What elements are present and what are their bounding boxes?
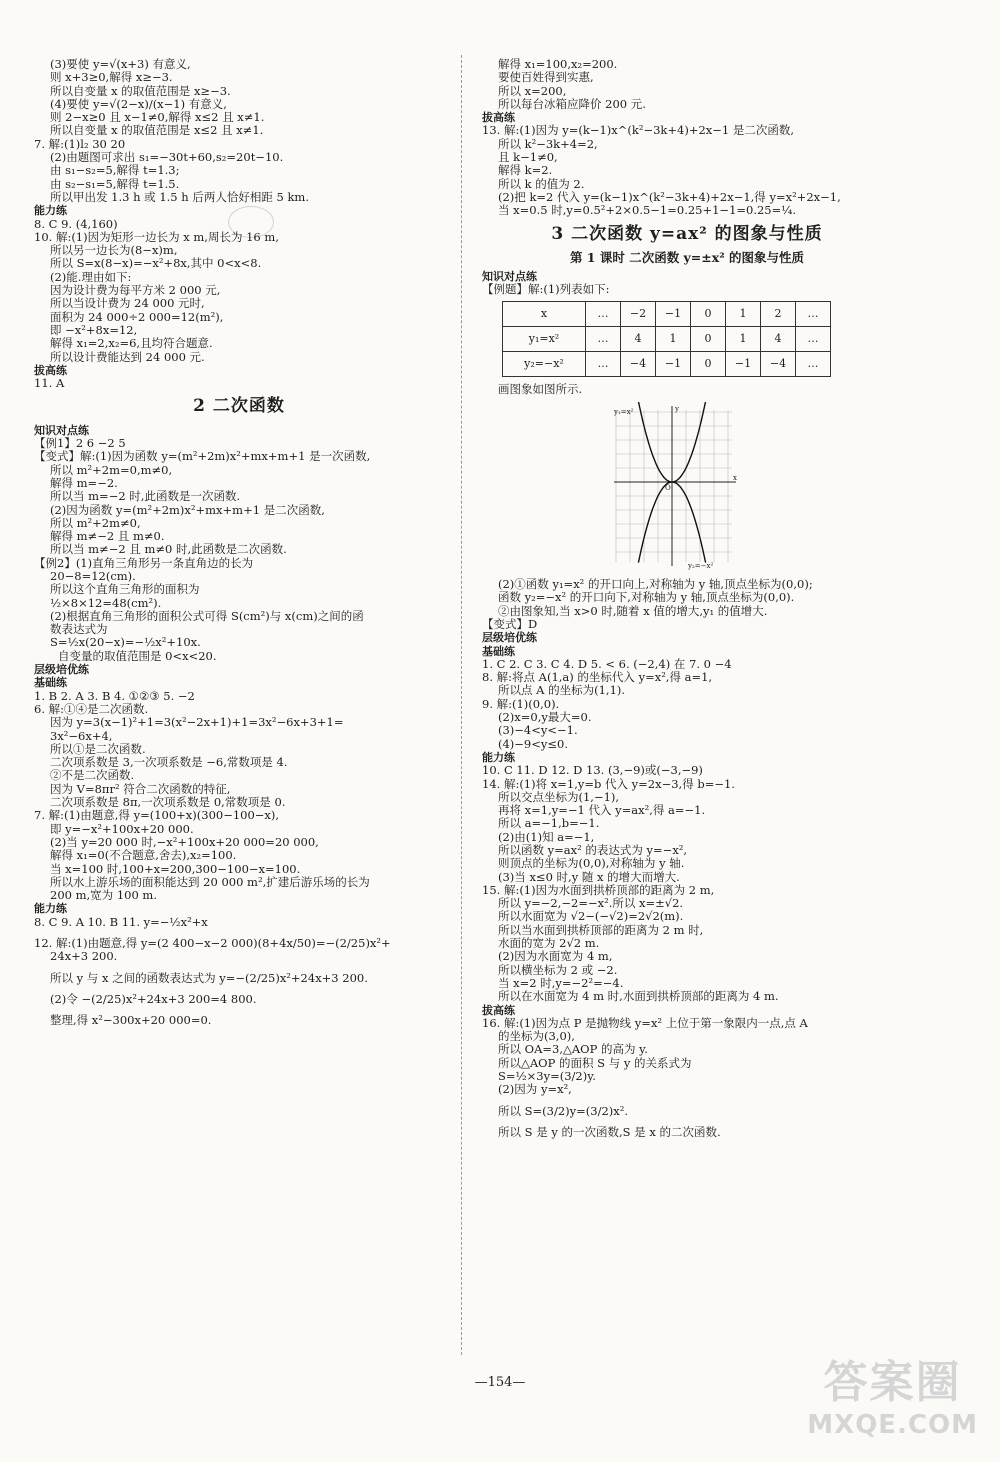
left-column — [34, 58, 444, 1027]
text-line: 16. 解:(1)因为点 P 是抛物线 y=x² 上位于第一象限内一点,点 A — [482, 1015, 808, 1030]
text-line: 所以 OA=3,△AOP 的高为 y. — [498, 1042, 648, 1057]
axis-label-y: y — [675, 405, 679, 414]
text-line: 当 x=2 时,y=−2²=−4. — [498, 975, 624, 990]
table-cell: 1 — [726, 326, 761, 351]
text-line: 所以水面宽为 √2−(−√2)=2√2(m). — [498, 909, 684, 924]
text-line: 所以当 m=−2 时,此函数是一次函数. — [50, 489, 241, 504]
table-cell: … — [796, 351, 831, 376]
text-line: 的坐标为(3,0), — [498, 1029, 575, 1044]
table-cell: −1 — [656, 301, 691, 326]
text-line: 7. 解:(1)l₂ 30 20 — [34, 136, 126, 151]
table-cell: 2 — [761, 301, 796, 326]
text-line: 所以点 A 的坐标为(1,1). — [498, 683, 626, 698]
column-divider — [461, 55, 462, 1355]
text-line: 整理,得 x²−300x+20 000=0. — [50, 1013, 212, 1028]
parabola-figure — [612, 402, 742, 572]
section-label: 拔高练 — [482, 111, 515, 125]
section-label: 基础练 — [482, 644, 515, 658]
right-column — [482, 58, 892, 1139]
text-line: 所以交点坐标为(1,−1), — [498, 789, 620, 804]
section-label: 层级培优练 — [482, 631, 537, 645]
table-cell: −1 — [726, 351, 761, 376]
table-cell: … — [796, 301, 831, 326]
text-line: 函数 y₂=−x² 的开口向下,对称轴为 y 轴,顶点坐标为(0,0). — [498, 590, 795, 605]
label-y2: y₂=−x² — [688, 562, 714, 571]
text-line: 要使百姓得到实惠, — [498, 70, 594, 85]
table-cell: y₁=x² — [503, 326, 586, 351]
section-label: 知识对点练 — [482, 270, 537, 284]
text-line: 8. C 9. (4,160) — [34, 216, 118, 231]
text-line: 所以 y=−2,−2=−x².所以 x=±√2. — [498, 896, 684, 911]
section-label: 能力练 — [34, 204, 67, 218]
section-label: 基础练 — [34, 676, 67, 690]
text-line: 所以每台冰箱应降价 200 元. — [498, 96, 646, 111]
text-line: 15. 解:(1)因为水面到拱桥顶部的距离为 2 m, — [482, 882, 715, 897]
section-title: 2 二次函数 — [193, 396, 285, 417]
text-line: ½×8×12=48(cm²). — [50, 595, 162, 610]
section-label: 拔高练 — [482, 1003, 515, 1017]
text-line: 因为 y=3(x−1)²+1=3(x²−2x+1)+1=3x²−6x+3+1= — [50, 715, 344, 730]
text-line: 8. 解:将点 A(1,a) 的坐标代入 y=x²,得 a=1, — [482, 670, 713, 685]
text-line: 即 y=−x²+100x+20 000. — [50, 821, 194, 836]
table-cell: 1 — [726, 301, 761, 326]
text-line: (2)因为函数 y=(m²+2m)x²+mx+m+1 是二次函数, — [50, 502, 325, 517]
table-row — [503, 301, 831, 326]
text-line: ②不是二次函数. — [50, 768, 135, 783]
text-line: (3)要使 y=√(x+3) 有意义, — [50, 57, 191, 71]
text-line: 1. B 2. A 3. B 4. ①②③ 5. −2 — [34, 688, 195, 703]
table-cell: … — [586, 326, 621, 351]
graph-caption: 画图象如图所示. — [498, 381, 583, 396]
text-line: 即 −x²+8x=12, — [50, 322, 138, 337]
text-line: 20−8=12(cm). — [50, 568, 136, 583]
text-line: 自变量的取值范围是 0<x<20. — [58, 648, 217, 663]
text-line: S=½×3y=(3/2)y. — [498, 1069, 596, 1084]
text-line: 【例题】解:(1)列表如下: — [482, 282, 610, 297]
section-label: 层级培优练 — [34, 663, 89, 677]
text-line: 200 m,宽为 100 m. — [50, 888, 157, 903]
table-cell: −4 — [761, 351, 796, 376]
text-line: 所以在水面宽为 4 m 时,水面到拱桥顶部的距离为 4 m. — [498, 989, 779, 1004]
text-line: (2)能.理由如下: — [50, 269, 132, 284]
text-line: 解得 x₁=2,x₂=6,且均符合题意. — [50, 336, 213, 351]
text-line: 所以 y 与 x 之间的函数表达式为 y=−(2/25)x²+24x+3 200. — [50, 970, 368, 985]
text-line: 解得 m=−2. — [50, 475, 118, 490]
text-line: 【变式】解:(1)因为函数 y=(m²+2m)x²+mx+m+1 是一次函数, — [34, 449, 371, 464]
text-line: 所以水上游乐场的面积能达到 20 000 m²,扩建后游乐场的长为 — [50, 874, 370, 889]
text-line: 解得 x₁=100,x₂=200. — [498, 57, 618, 71]
text-line: 所以当 m≠−2 且 m≠0 时,此函数是二次函数. — [50, 542, 287, 557]
text-line: 所以自变量 x 的取值范围是 x≤2 且 x≠1. — [50, 123, 264, 138]
text-line: 且 k−1≠0, — [498, 150, 558, 165]
table-cell: … — [796, 326, 831, 351]
text-line: 水面的宽为 2√2 m. — [498, 936, 600, 951]
text-line: (2)x=0,y最大=0. — [498, 710, 592, 725]
text-line: 所以 m²+2m≠0, — [50, 515, 141, 530]
text-line: 解得 m≠−2 且 m≠0. — [50, 529, 165, 544]
text-line: 所以设计费能达到 24 000 元. — [50, 349, 205, 364]
text-line: 11. A — [34, 376, 65, 391]
text-line: 所以 x=200, — [498, 83, 567, 98]
origin-label: O — [665, 484, 671, 493]
text-line: 【例2】(1)直角三角形另一条直角边的长为 — [34, 555, 254, 570]
text-line: 解得 x₁=0(不合题意,舍去),x₂=100. — [50, 848, 237, 863]
table-cell: −1 — [656, 351, 691, 376]
text-line: 13. 解:(1)因为 y=(k−1)x^(k²−3k+4)+2x−1 是二次函数, — [482, 123, 795, 138]
text-line: (4)要使 y=√(2−x)/(x−1) 有意义, — [50, 96, 227, 111]
table-cell: 4 — [621, 326, 656, 351]
text-line: 所以甲出发 1.3 h 或 1.5 h 后两人恰好相距 5 km. — [50, 189, 309, 204]
text-line: 【变式】D — [482, 616, 538, 631]
table-cell: 1 — [656, 326, 691, 351]
table-cell: x — [503, 301, 586, 326]
table-cell: −2 — [621, 301, 656, 326]
text-line: 所以当设计费为 24 000 元时, — [50, 296, 205, 311]
text-line: 则 2−x≥0 且 x−1≠0,解得 x≤2 且 x≠1. — [50, 110, 265, 125]
text-line: 所以 a=−1,b=−1. — [498, 816, 600, 831]
text-line: 当 x=100 时,100+x=200,300−100−x=100. — [50, 861, 301, 876]
text-line: S=½x(20−x)=−½x²+10x. — [50, 635, 201, 650]
text-line: 10. C 11. D 12. D 13. (3,−9)或(−3,−9) — [482, 763, 703, 778]
text-line: 数表达式为 — [50, 622, 108, 637]
text-line: 所以横坐标为 2 或 −2. — [498, 962, 618, 977]
text-line: 所以这个直角三角形的面积为 — [50, 582, 200, 597]
section-label: 能力练 — [34, 902, 67, 916]
text-line: 所以 S 是 y 的一次函数,S 是 x 的二次函数. — [498, 1124, 721, 1139]
text-line: (2)由题图可求出 s₁=−30t+60,s₂=20t−10. — [50, 150, 284, 165]
table-cell: … — [586, 301, 621, 326]
text-line: 解得 k=2. — [498, 163, 553, 178]
text-line: 8. C 9. A 10. B 11. y=−½x²+x — [34, 914, 208, 929]
section-label: 知识对点练 — [34, 423, 89, 437]
text-line: 3x²−6x+4, — [50, 728, 113, 743]
table-cell: 0 — [691, 351, 726, 376]
parabola-graph — [612, 402, 742, 572]
text-line: 所以 S=x(8−x)=−x²+8x,其中 0<x<8. — [50, 256, 262, 271]
table-cell: … — [586, 351, 621, 376]
text-line: 所以函数 y=ax² 的表达式为 y=−x², — [498, 842, 688, 857]
text-line: (2)因为水面宽为 4 m, — [498, 949, 613, 964]
right-text-bottom — [482, 578, 892, 1139]
text-line: 所以 m²+2m=0,m≠0, — [50, 462, 173, 477]
text-line: (2)把 k=2 代入 y=(k−1)x^(k²−3k+4)+2x−1,得 y=x²+2x−1, — [498, 189, 841, 204]
watermark-url: MXQE.COM — [807, 1410, 978, 1440]
text-line: 所以 k 的值为 2. — [498, 176, 585, 191]
text-line: 6. 解:①④是二次函数. — [34, 701, 149, 716]
text-line: (2)当 y=20 000 时,−x²+100x+20 000=20 000, — [50, 834, 319, 849]
text-line: 二次项系数是 8π,一次项系数是 0,常数项是 0. — [50, 795, 286, 810]
text-line: 由 s₁−s₂=5,解得 t=1.3; — [50, 163, 180, 178]
table-cell: y₂=−x² — [503, 351, 586, 376]
text-line: (2)①函数 y₁=x² 的开口向上,对称轴为 y 轴,顶点坐标为(0,0); — [498, 577, 813, 592]
text-line: 所以自变量 x 的取值范围是 x≥−3. — [50, 83, 231, 98]
text-line: 所以①是二次函数. — [50, 741, 146, 756]
text-line: (4)−9<y≤0. — [498, 736, 568, 751]
table-row — [503, 351, 831, 376]
right-text-top — [482, 58, 892, 297]
subsection-title: 第 1 课时 二次函数 y=±x² 的图象与性质 — [569, 249, 805, 265]
text-line: 24x+3 200. — [50, 949, 118, 964]
text-line: 12. 解:(1)由题意,得 y=(2 400−x−2 000)(8+4x/50)=−(2/25)x²+ — [34, 936, 391, 950]
value-table — [502, 301, 831, 377]
table-cell: 0 — [691, 301, 726, 326]
text-line: (3)当 x≤0 时,y 随 x 的增大而增大. — [498, 869, 680, 884]
text-line: 因为 V=8πr² 符合二次函数的特征, — [50, 781, 231, 796]
text-line: 当 x=0.5 时,y=0.5²+2×0.5−1=0.25+1−1=0.25=¼. — [498, 203, 797, 218]
table-cell: 0 — [691, 326, 726, 351]
text-line: (2)因为 y=x², — [498, 1082, 572, 1097]
text-line: 则顶点的坐标为(0,0),对称轴为 y 轴. — [498, 856, 685, 871]
section-title: 3 二次函数 y=ax² 的图象与性质 — [551, 223, 823, 244]
text-line: 14. 解:(1)将 x=1,y=b 代入 y=2x−3,得 b=−1. — [482, 776, 735, 791]
text-line: 所以 k²−3k+4=2, — [498, 136, 598, 151]
section-label: 拔高练 — [34, 363, 67, 377]
table-cell: −4 — [621, 351, 656, 376]
text-line: 由 s₂−s₁=5,解得 t=1.5. — [50, 176, 180, 191]
text-line: 二次项系数是 3,一次项系数是 −6,常数项是 4. — [50, 755, 288, 770]
table-cell: 4 — [761, 326, 796, 351]
text-line: 则 x+3≥0,解得 x≥−3. — [50, 70, 173, 85]
text-line: 再将 x=1,y=−1 代入 y=ax²,得 a=−1. — [498, 803, 706, 818]
label-y1: y₁=x² — [614, 408, 634, 417]
text-line: (2)根据直角三角形的面积公式可得 S(cm²)与 x(cm)之间的函 — [50, 608, 364, 623]
text-line: 面积为 24 000÷2 000=12(m²), — [50, 309, 224, 324]
watermark-text: 答案圈 — [823, 1357, 962, 1408]
table-row — [503, 326, 831, 351]
page-number: —154— — [474, 1375, 526, 1390]
watermark-logo — [807, 1346, 978, 1440]
text-line: 10. 解:(1)因为矩形一边长为 x m,周长为 16 m, — [34, 229, 279, 244]
text-line: 所以△AOP 的面积 S 与 y 的关系式为 — [498, 1055, 692, 1070]
axis-label-x: x — [733, 474, 737, 483]
text-line: 所以 S=(3/2)y=(3/2)x². — [498, 1103, 629, 1118]
text-line: 所以当水面到拱桥顶部的距离为 2 m 时, — [498, 922, 704, 937]
text-line: 7. 解:(1)由题意,得 y=(100+x)(300−100−x), — [34, 808, 280, 823]
text-line: 所以另一边长为(8−x)m, — [50, 243, 178, 258]
text-line: (2)由(1)知 a=−1, — [498, 829, 595, 844]
text-line: 因为设计费为每平方米 2 000 元, — [50, 283, 221, 298]
text-line: (3)−4<y<−1. — [498, 723, 578, 738]
text-line: 9. 解:(1)(0,0). — [482, 696, 560, 711]
text-line: ②由图象知,当 x>0 时,随着 x 值的增大,y₁ 的值增大. — [498, 603, 768, 618]
text-line: 【例1】2 6 −2 5 — [34, 436, 126, 451]
text-line: 1. C 2. C 3. C 4. D 5. < 6. (−2,4) 在 7. 0 −4 — [482, 656, 732, 671]
section-label: 能力练 — [482, 750, 515, 764]
text-line: (2)令 −(2/25)x²+24x+3 200=4 800. — [50, 991, 257, 1006]
